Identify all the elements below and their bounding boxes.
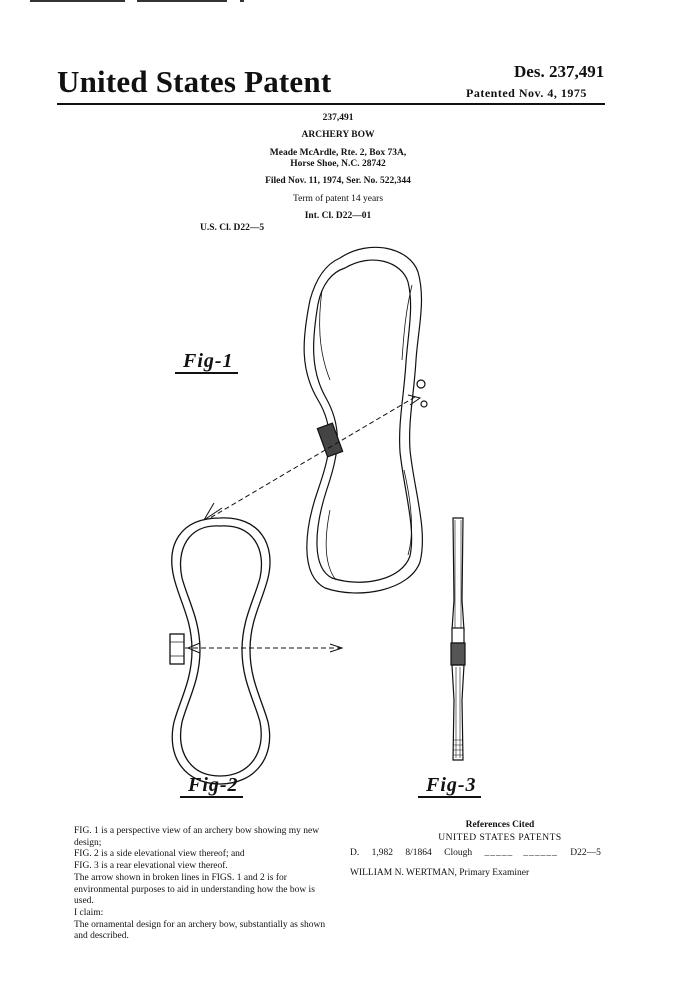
fig2-grip (170, 634, 184, 664)
patent-term: Term of patent 14 years (292, 194, 384, 204)
filing-info: Filed Nov. 11, 1974, Ser. No. 522,344 (265, 176, 411, 186)
design-name: ARCHERY BOW (301, 130, 375, 140)
reference-number: 1,982 (371, 848, 393, 858)
primary-examiner: WILLIAM N. WERTMAN, Primary Examiner (350, 868, 530, 878)
patented-date: Patented Nov. 4, 1975 (466, 86, 587, 100)
fig3-label: Fig-3 (418, 774, 481, 797)
description-paragraph: FIG. 1 is a perspective view of an archery bow showing my new design; (74, 826, 320, 848)
fig1-grip (317, 423, 342, 457)
patent-number: 237,491 (322, 113, 354, 123)
references-cited (350, 820, 630, 878)
description-paragraph: The arrow shown in broken lines in FIGS. 1 and 2 is for environmental purposes to aid in understanding how the bow is used. (74, 872, 315, 907)
claim-heading: I claim: (74, 907, 104, 918)
description-paragraph: FIG. 3 is a rear elevational view thereof. (74, 861, 228, 872)
references-subheading: UNITED STATES PATENTS (438, 833, 562, 843)
int-classification: Int. Cl. D22—01 (304, 211, 372, 221)
reference-row (350, 848, 630, 858)
fig2-bow-inner (181, 526, 262, 776)
us-classification: U.S. Cl. D22—5 (200, 223, 265, 233)
claim-text: The ornamental design for an archery bow, substantially as shown and described. (74, 919, 326, 942)
fig3-limb-upper (452, 518, 464, 630)
fig3-limb-lower (452, 665, 464, 760)
description-paragraph: FIG. 2 is a side elevational view thereof; and (74, 849, 245, 860)
fig1-bow-drawing (304, 247, 427, 593)
fig1-arrow (204, 395, 420, 520)
reference-type: D. (350, 848, 360, 858)
references-heading: References Cited (465, 820, 535, 830)
reference-date: 8/1864 (405, 848, 432, 858)
fig3-grip (451, 643, 465, 665)
reference-name: Clough (444, 848, 473, 858)
inventor-address-2: Horse Shoe, N.C. 28742 (290, 159, 386, 169)
reference-leader: _____ ______ (484, 848, 558, 858)
fig3-bow-drawing (451, 518, 465, 760)
inventor-address-1: Meade McArdle, Rte. 2, Box 73A, (269, 148, 407, 158)
fig2-label: Fig-2 (180, 774, 243, 797)
reference-class: D22—5 (570, 848, 601, 858)
fig1-sight (417, 380, 425, 388)
fig1-bow-outer (304, 247, 422, 593)
design-number: Des. 237,491 (514, 62, 605, 81)
fig1-label: Fig-1 (175, 350, 238, 373)
design-description (74, 826, 336, 943)
fig1-bow-inner (314, 260, 412, 582)
patent-title: United States Patent (57, 64, 332, 99)
fig2-arrow (185, 643, 345, 653)
fig2-bow-drawing (170, 518, 270, 784)
fig2-bow-outer (172, 518, 270, 784)
